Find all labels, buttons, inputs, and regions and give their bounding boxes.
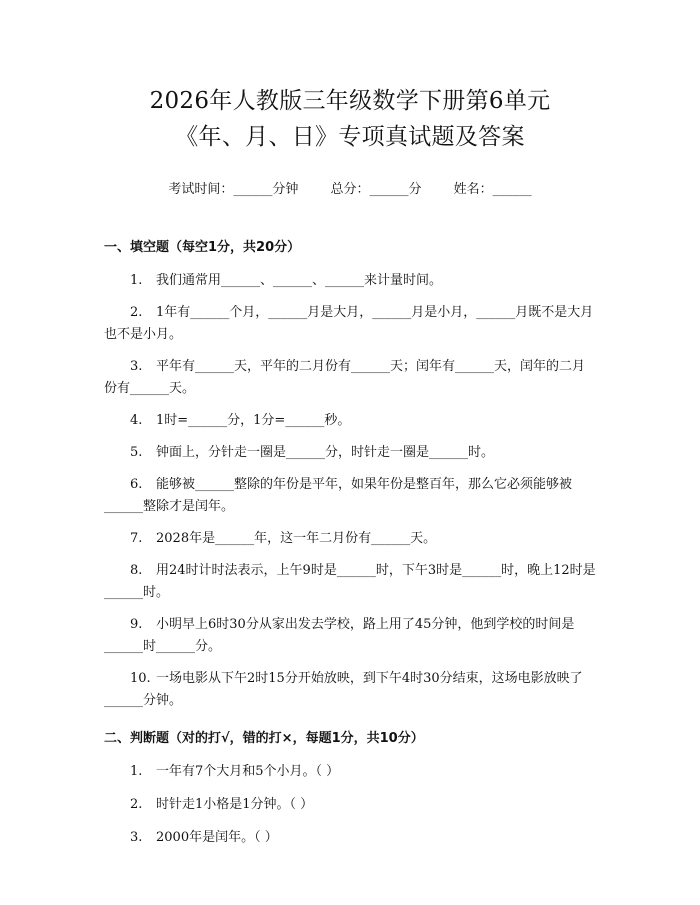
question-item: 2. 时针走1小格是1分钟。（ ）: [130, 797, 314, 812]
fill-blank-list: [104, 270, 596, 712]
title-line-1: 2026年人教版三年级数学下册第6单元: [149, 88, 551, 114]
title-line-2: 《年、月、日》专项真试题及答案: [175, 124, 525, 150]
true-false-list: [104, 761, 596, 849]
question-item: 1. 我们通常用______、______、______来计量时间。: [130, 273, 443, 288]
total-score: 总分：______分: [330, 182, 422, 197]
exam-time: 考试时间：______分钟: [168, 182, 299, 197]
question-item: 8. 用24时计时法表示，上午9时是______时，下午3时是______时，晚上12时是______时。: [104, 563, 596, 600]
section-heading-fill-blank: 一、填空题（每空1分，共20分）: [104, 240, 301, 255]
question-item: 9. 小明早上6时30分从家出发去学校，路上用了45分钟，他到学校的时间是______时______分。: [104, 617, 575, 654]
exam-info: [104, 180, 596, 200]
question-item: 3. 平年有______天，平年的二月份有______天；闰年有______天，闰年的二月份有______天。: [104, 359, 586, 396]
question-item: 4. 1时=______分，1分=______秒。: [130, 413, 351, 428]
question-item: 6. 能够被______整除的年份是平年，如果年份是整百年，那么它必须能够被______整除才是闰年。: [104, 477, 573, 514]
question-item: 10. 一场电影从下午2时15分开始放映，到下午4时30分结束，这场电影放映了______分钟。: [104, 671, 583, 708]
section-heading-true-false: 二、判断题（对的打√，错的打×，每题1分，共10分）: [104, 731, 424, 746]
question-item: 3. 2000年是闰年。（ ）: [130, 830, 278, 845]
question-item: 1. 一年有7个大月和5个小月。（ ）: [130, 764, 340, 779]
question-item: 7. 2028年是______年，这一年二月份有______天。: [130, 531, 437, 546]
student-name: 姓名：______: [453, 182, 532, 197]
question-item: 5. 钟面上，分针走一圈是______分，时针走一圈是______时。: [130, 445, 495, 460]
question-item: 2. 1年有______个月，______月是大月，______月是小月，______月既不是大月也不是小月。: [104, 305, 594, 342]
